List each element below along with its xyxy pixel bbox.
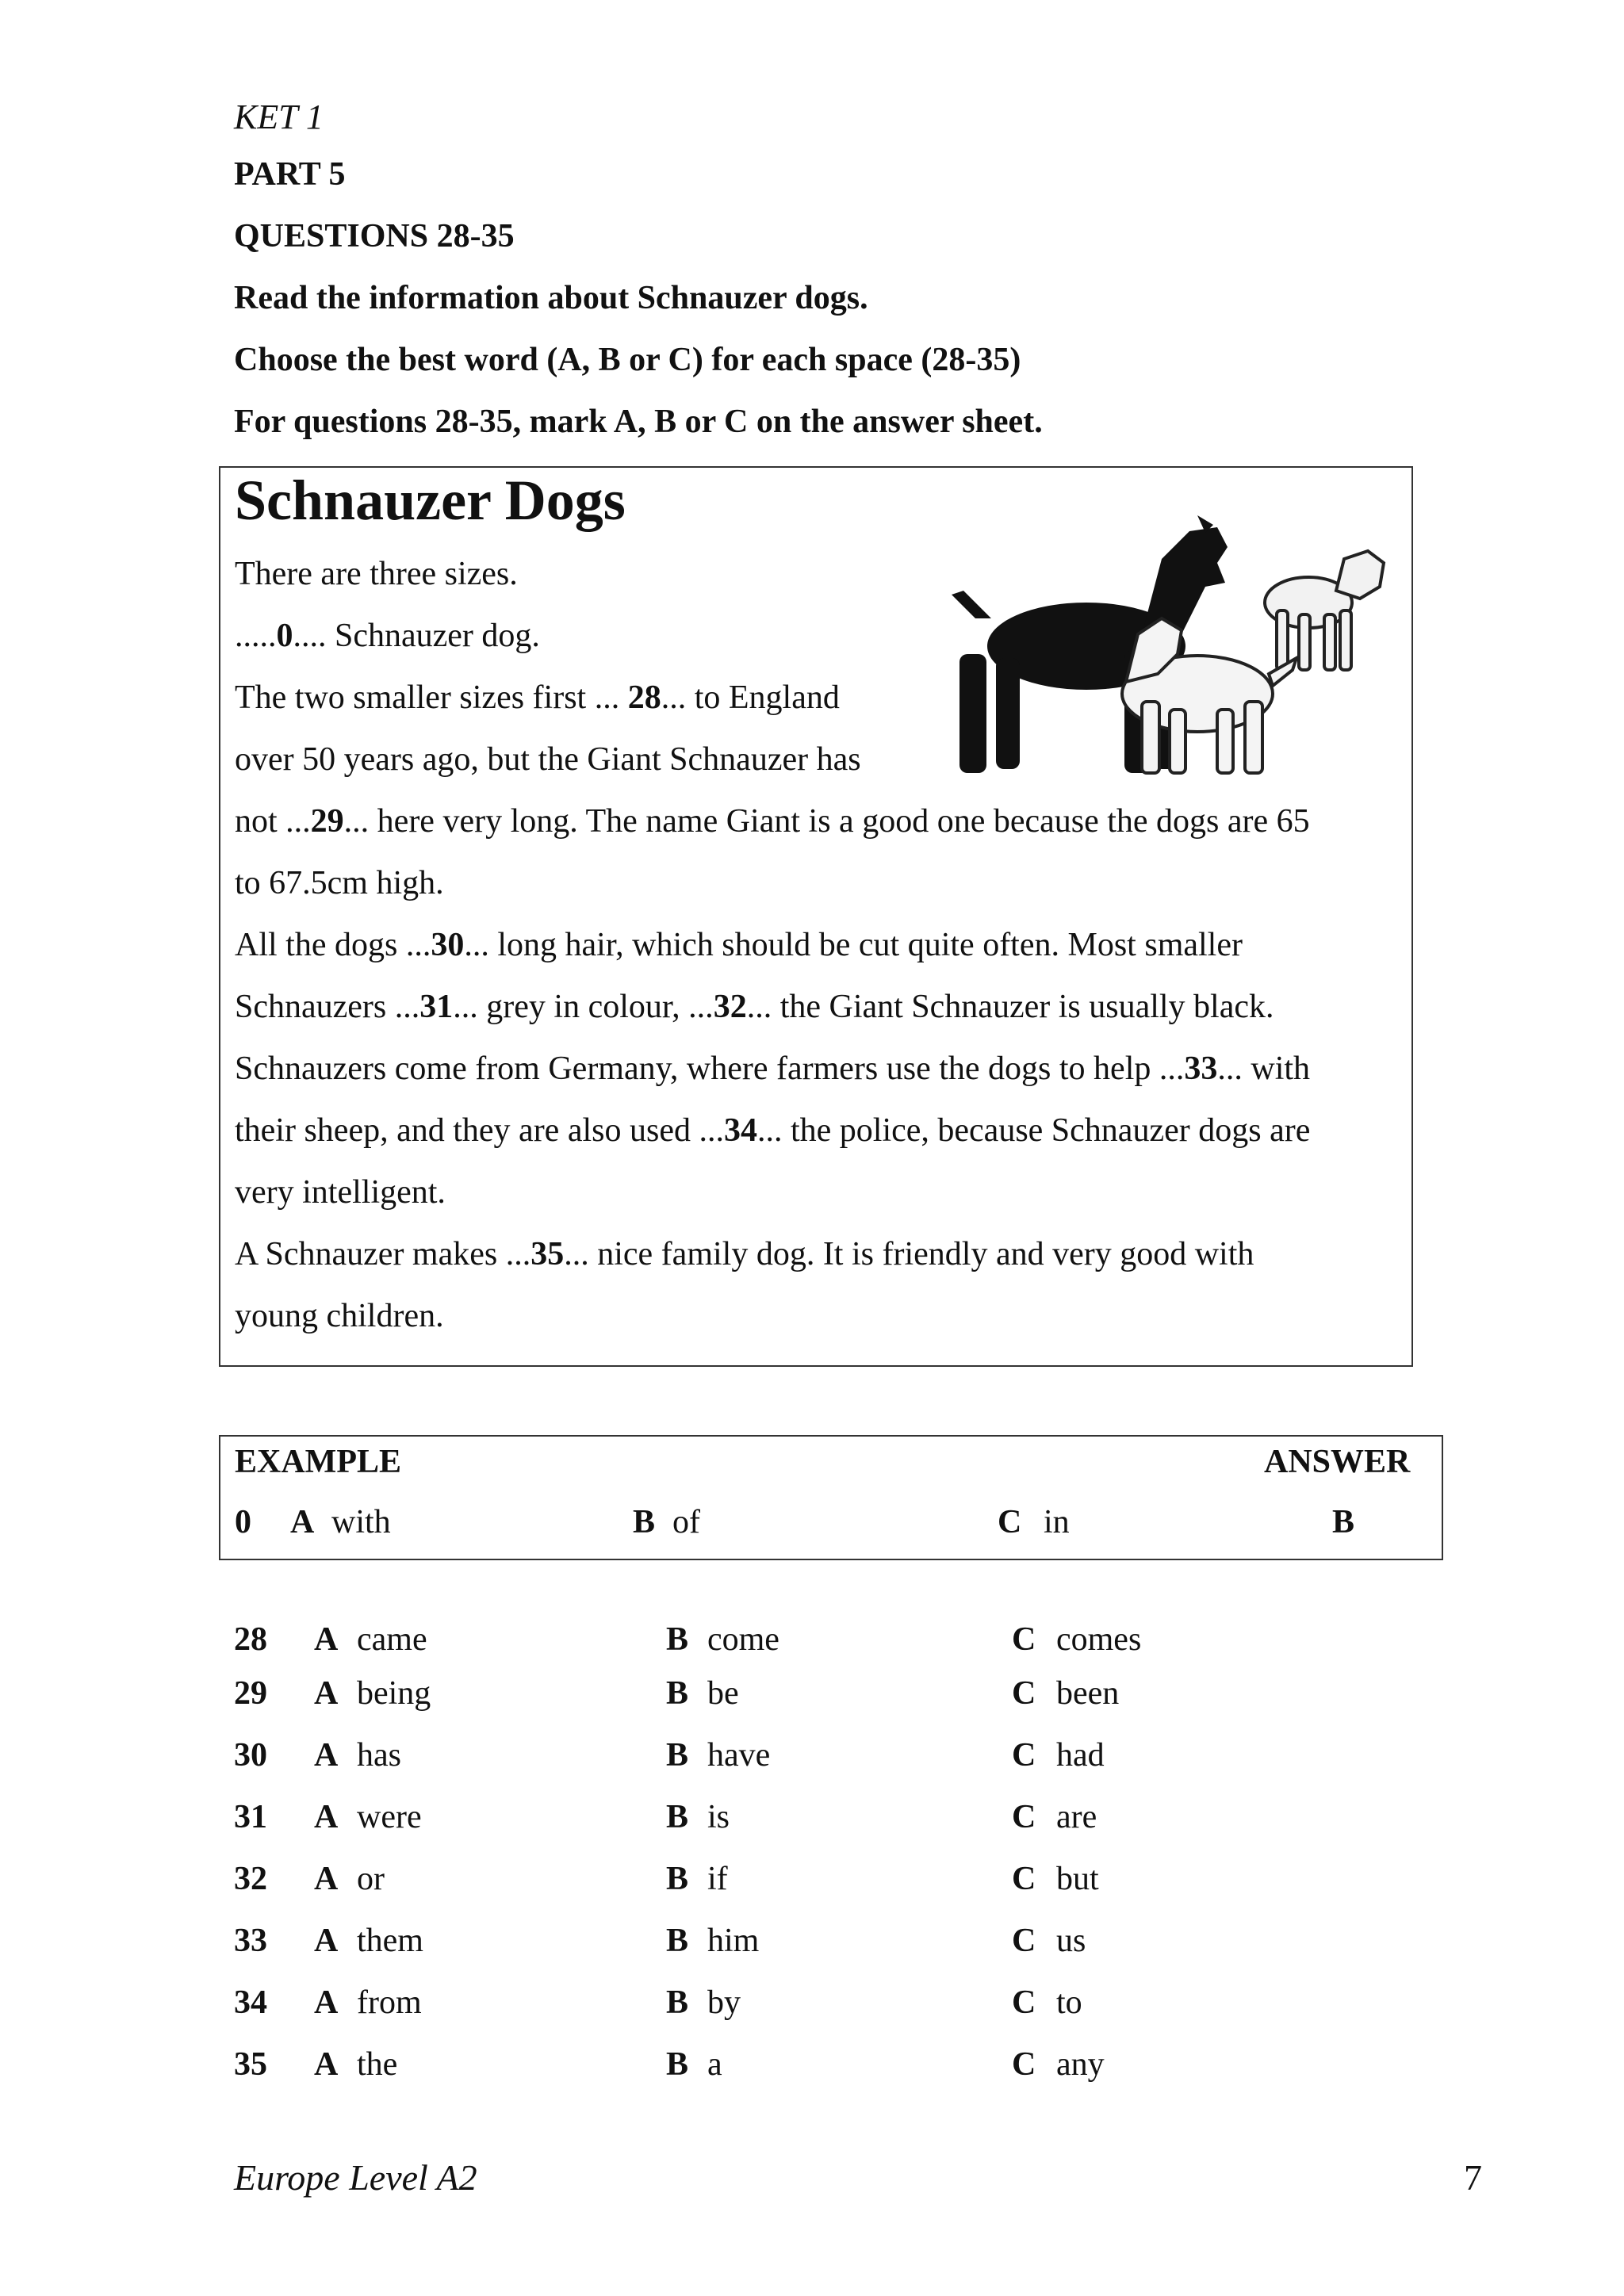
article-line-6: to 67.5cm high. bbox=[235, 865, 444, 901]
article-line-3: The two smaller sizes first ... 28... to England bbox=[235, 679, 840, 716]
option-c-word: been bbox=[1056, 1675, 1120, 1712]
article-line-9: Schnauzers come from Germany, where farmers use the dogs to help ...33... with bbox=[235, 1050, 1311, 1087]
option-a-letter: A bbox=[314, 1675, 339, 1712]
option-a-word: being bbox=[357, 1675, 431, 1712]
option-c-word: but bbox=[1056, 1861, 1099, 1897]
article-line-11: very intelligent. bbox=[235, 1174, 446, 1211]
example-option-c-word: in bbox=[1044, 1504, 1070, 1540]
option-a-word: from bbox=[357, 1984, 422, 2021]
option-a-word: has bbox=[357, 1737, 401, 1774]
option-b-letter: B bbox=[666, 1923, 689, 1959]
option-b-word: be bbox=[707, 1675, 739, 1712]
question-number: 28 bbox=[234, 1621, 267, 1658]
article-title: Schnauzer Dogs bbox=[235, 469, 626, 532]
option-b-word: a bbox=[707, 2046, 722, 2083]
option-c-letter: C bbox=[1012, 1923, 1036, 1959]
question-number: 30 bbox=[234, 1737, 267, 1774]
question-number: 31 bbox=[234, 1799, 267, 1835]
article-line-12: A Schnauzer makes ...35... nice family dog. It is friendly and very good with bbox=[235, 1236, 1254, 1272]
article-line-4: over 50 years ago, but the Giant Schnauzer has bbox=[235, 741, 861, 778]
instruction-read: Read the information about Schnauzer dogs. bbox=[234, 280, 868, 316]
example-answer: B bbox=[1332, 1504, 1355, 1540]
option-b-word: come bbox=[707, 1621, 779, 1658]
article-line-2: .....0.... Schnauzer dog. bbox=[235, 618, 540, 654]
option-c-letter: C bbox=[1012, 1861, 1036, 1897]
article-line-13: young children. bbox=[235, 1298, 444, 1334]
option-c-letter: C bbox=[1012, 1984, 1036, 2021]
article-line-1: There are three sizes. bbox=[235, 556, 518, 592]
option-a-letter: A bbox=[314, 1737, 339, 1774]
option-c-word: comes bbox=[1056, 1621, 1142, 1658]
question-number: 34 bbox=[234, 1984, 267, 2021]
option-a-letter: A bbox=[314, 1984, 339, 2021]
question-number: 33 bbox=[234, 1923, 267, 1959]
option-b-word: is bbox=[707, 1799, 730, 1835]
question-number: 29 bbox=[234, 1675, 267, 1712]
example-option-b-word: of bbox=[672, 1504, 700, 1540]
option-c-word: us bbox=[1056, 1923, 1086, 1959]
instruction-mark: For questions 28-35, mark A, B or C on the answer sheet. bbox=[234, 404, 1043, 440]
example-option-a-letter: A bbox=[290, 1504, 315, 1540]
option-b-letter: B bbox=[666, 1984, 689, 2021]
example-option-a-word: with bbox=[331, 1504, 391, 1540]
option-c-word: are bbox=[1056, 1799, 1097, 1835]
option-b-letter: B bbox=[666, 1621, 689, 1658]
instruction-choose: Choose the best word (A, B or C) for each space (28-35) bbox=[234, 342, 1021, 378]
example-number: 0 bbox=[235, 1504, 251, 1540]
example-option-c-letter: C bbox=[998, 1504, 1022, 1540]
option-a-word: were bbox=[357, 1799, 422, 1835]
example-label: EXAMPLE bbox=[235, 1444, 401, 1480]
option-b-word: have bbox=[707, 1737, 771, 1774]
option-a-letter: A bbox=[314, 1861, 339, 1897]
option-b-letter: B bbox=[666, 1799, 689, 1835]
article-box bbox=[219, 466, 1413, 1367]
option-b-letter: B bbox=[666, 2046, 689, 2083]
option-b-word: if bbox=[707, 1861, 728, 1897]
article-line-7: All the dogs ...30... long hair, which should be cut quite often. Most smaller bbox=[235, 927, 1243, 963]
option-c-word: any bbox=[1056, 2046, 1105, 2083]
option-a-letter: A bbox=[314, 1799, 339, 1835]
option-c-word: had bbox=[1056, 1737, 1105, 1774]
option-b-letter: B bbox=[666, 1737, 689, 1774]
option-c-letter: C bbox=[1012, 2046, 1036, 2083]
schnauzer-dogs-illustration bbox=[944, 515, 1388, 777]
option-b-word: him bbox=[707, 1923, 760, 1959]
questions-heading: QUESTIONS 28-35 bbox=[234, 218, 515, 254]
question-number: 35 bbox=[234, 2046, 267, 2083]
exam-label: KET 1 bbox=[234, 98, 324, 136]
part-heading: PART 5 bbox=[234, 156, 346, 193]
option-c-word: to bbox=[1056, 1984, 1082, 2021]
option-b-letter: B bbox=[666, 1861, 689, 1897]
example-box bbox=[219, 1435, 1443, 1560]
option-a-word: the bbox=[357, 2046, 398, 2083]
example-option-b-letter: B bbox=[633, 1504, 656, 1540]
option-c-letter: C bbox=[1012, 1675, 1036, 1712]
footer-level: Europe Level A2 bbox=[234, 2157, 477, 2198]
option-a-letter: A bbox=[314, 1621, 339, 1658]
option-b-letter: B bbox=[666, 1675, 689, 1712]
article-line-10: their sheep, and they are also used ...34... the police, because Schnauzer dogs are bbox=[235, 1112, 1311, 1149]
option-c-letter: C bbox=[1012, 1737, 1036, 1774]
option-a-letter: A bbox=[314, 2046, 339, 2083]
option-c-letter: C bbox=[1012, 1621, 1036, 1658]
article-line-8: Schnauzers ...31... grey in colour, ...32... the Giant Schnauzer is usually black. bbox=[235, 989, 1274, 1025]
page-number: 7 bbox=[1464, 2157, 1482, 2198]
option-a-word: or bbox=[357, 1861, 385, 1897]
option-a-word: came bbox=[357, 1621, 427, 1658]
question-number: 32 bbox=[234, 1861, 267, 1897]
option-c-letter: C bbox=[1012, 1799, 1036, 1835]
answer-label: ANSWER bbox=[1264, 1444, 1411, 1480]
option-a-letter: A bbox=[314, 1923, 339, 1959]
option-a-word: them bbox=[357, 1923, 423, 1959]
article-line-5: not ...29... here very long. The name Giant is a good one because the dogs are 65 bbox=[235, 803, 1310, 840]
option-b-word: by bbox=[707, 1984, 741, 2021]
